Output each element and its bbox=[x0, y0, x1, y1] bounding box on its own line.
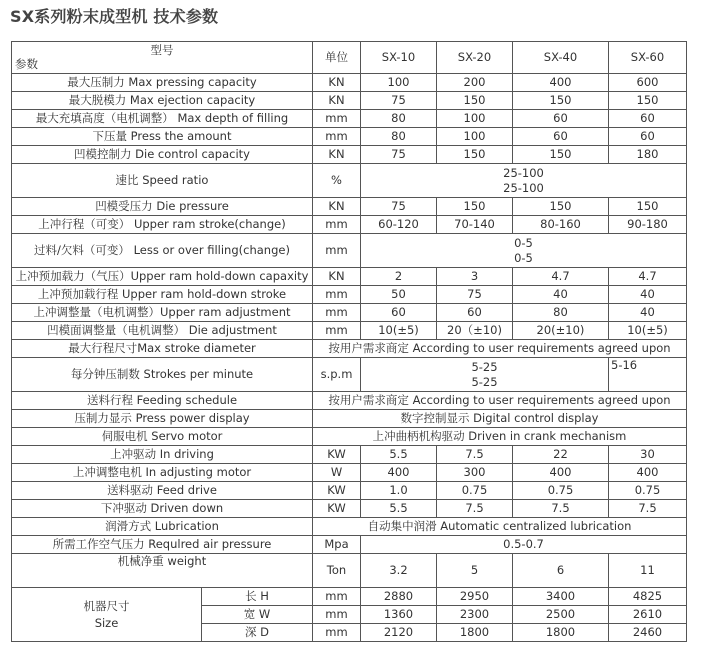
cell-value: 75 bbox=[437, 286, 513, 304]
cell-value: 60-120 bbox=[361, 216, 437, 234]
model-header-sx60: SX-60 bbox=[609, 42, 687, 74]
row-label: 所需工作空气压力 Requlred air pressure bbox=[12, 536, 313, 554]
cell-value: 30 bbox=[609, 446, 687, 464]
row-unit: mm bbox=[313, 304, 361, 322]
cell-value: 2 bbox=[361, 268, 437, 286]
cell-value: 6 bbox=[513, 554, 609, 588]
row-label: 上冲调整量（电机调整）Upper ram adjustment bbox=[12, 304, 313, 322]
cell-value: 5-16 bbox=[609, 358, 687, 392]
row-unit: Ton bbox=[313, 554, 361, 588]
cell-value: 100 bbox=[361, 74, 437, 92]
row-label: 过料/欠料（可变） Less or over filling(change) bbox=[12, 234, 313, 268]
cell-value: 90-180 bbox=[609, 216, 687, 234]
row-label: 润滑方式 Lubrication bbox=[12, 518, 313, 536]
merged-value: 上冲曲柄机构驱动 Driven in crank mechanism bbox=[313, 428, 687, 446]
cell-value: 70-140 bbox=[437, 216, 513, 234]
table-row bbox=[12, 554, 687, 588]
row-unit: KW bbox=[313, 500, 361, 518]
cell-value: 80-160 bbox=[513, 216, 609, 234]
value-line: 5-25 bbox=[471, 374, 498, 389]
merged-value: 自动集中润滑 Automatic centralized lubrication bbox=[313, 518, 687, 536]
cell-value: 2460 bbox=[609, 624, 687, 642]
row-label: 最大充填高度（电机调整） Max depth of filling bbox=[12, 110, 313, 128]
row-label: 上冲预加载力（气压）Upper ram hold-down capaxity bbox=[12, 268, 313, 286]
row-unit: KN bbox=[313, 92, 361, 110]
unit-header: 单位 bbox=[313, 42, 361, 74]
cell-value: 400 bbox=[361, 464, 437, 482]
value-line: 0-5 bbox=[514, 250, 533, 265]
cell-value: 40 bbox=[609, 304, 687, 322]
row-unit: mm bbox=[313, 216, 361, 234]
cell-value: 60 bbox=[513, 110, 609, 128]
row-unit: mm bbox=[313, 286, 361, 304]
header-row bbox=[12, 42, 687, 74]
row-unit: mm bbox=[313, 624, 361, 642]
row-unit: W bbox=[313, 464, 361, 482]
table-row bbox=[12, 146, 687, 164]
cell-value: 400 bbox=[513, 464, 609, 482]
table-row bbox=[12, 392, 687, 410]
row-label: 最大行程尺寸Max stroke diameter bbox=[12, 340, 313, 358]
row-unit: % bbox=[313, 164, 361, 198]
cell-value: 150 bbox=[609, 198, 687, 216]
cell-value: 2120 bbox=[361, 624, 437, 642]
row-unit: mm bbox=[313, 606, 361, 624]
cell-value: 3.2 bbox=[361, 554, 437, 588]
merged-value: 按用户需求商定 According to user requirements agreed upon bbox=[313, 392, 687, 410]
cell-value: 80 bbox=[361, 128, 437, 146]
row-label: 下冲驱动 Driven down bbox=[12, 500, 313, 518]
table-row bbox=[12, 536, 687, 554]
cell-value: 5.5 bbox=[361, 500, 437, 518]
cell-value: 60 bbox=[361, 304, 437, 322]
cell-value: 150 bbox=[513, 198, 609, 216]
size-sub-label: 深 D bbox=[202, 624, 313, 642]
cell-value: 150 bbox=[513, 146, 609, 164]
cell-value: 4825 bbox=[609, 588, 687, 606]
size-sub-label: 长 H bbox=[202, 588, 313, 606]
cell-value: 100 bbox=[437, 110, 513, 128]
cell-value: 10(±5) bbox=[361, 322, 437, 340]
cell-value: 200 bbox=[437, 74, 513, 92]
row-label: 上冲预加载行程 Upper ram hold-down stroke bbox=[12, 286, 313, 304]
table-row bbox=[12, 588, 687, 606]
cell-value: 1800 bbox=[513, 624, 609, 642]
row-unit: KN bbox=[313, 198, 361, 216]
row-unit: KN bbox=[313, 146, 361, 164]
row-label: 上冲调整电机 In adjusting motor bbox=[12, 464, 313, 482]
cell-value: 7.5 bbox=[513, 500, 609, 518]
cell-value: 400 bbox=[609, 464, 687, 482]
row-unit: KW bbox=[313, 482, 361, 500]
table-row bbox=[12, 500, 687, 518]
cell-value: 2950 bbox=[437, 588, 513, 606]
table-row bbox=[12, 268, 687, 286]
row-unit: mm bbox=[313, 128, 361, 146]
value-line: 0-5 bbox=[514, 235, 533, 250]
row-unit: mm bbox=[313, 110, 361, 128]
cell-value: 0.75 bbox=[609, 482, 687, 500]
row-label: 最大脱模力 Max ejection capacity bbox=[12, 92, 313, 110]
size-label-cn: 机器尺寸 bbox=[83, 598, 130, 613]
row-label: 机械净重 weight bbox=[12, 554, 313, 588]
model-label: 型号 bbox=[150, 43, 174, 57]
size-label bbox=[12, 588, 202, 642]
cell-value: 10(±5) bbox=[609, 322, 687, 340]
cell-value: 7.5 bbox=[437, 446, 513, 464]
cell-value: 400 bbox=[513, 74, 609, 92]
row-label: 压制力显示 Press power display bbox=[12, 410, 313, 428]
cell-value: 180 bbox=[609, 146, 687, 164]
cell-value: 150 bbox=[437, 92, 513, 110]
row-label: 凹模面调整量（电机调整） Die adjustment bbox=[12, 322, 313, 340]
cell-value: 80 bbox=[513, 304, 609, 322]
cell-value: 20（±10) bbox=[437, 322, 513, 340]
cell-value: 100 bbox=[437, 128, 513, 146]
cell-value: 3400 bbox=[513, 588, 609, 606]
table-row bbox=[12, 198, 687, 216]
row-label: 伺服电机 Servo motor bbox=[12, 428, 313, 446]
cell-value: 5.5 bbox=[361, 446, 437, 464]
cell-value: 4.7 bbox=[513, 268, 609, 286]
merged-value bbox=[361, 164, 687, 198]
spec-table bbox=[11, 41, 687, 642]
table-row bbox=[12, 340, 687, 358]
cell-value: 75 bbox=[361, 92, 437, 110]
table-row bbox=[12, 234, 687, 268]
header-corner-cell bbox=[12, 42, 313, 74]
cell-value: 0.75 bbox=[513, 482, 609, 500]
cell-value: 80 bbox=[361, 110, 437, 128]
cell-value: 60 bbox=[609, 110, 687, 128]
value-line: 25-100 bbox=[503, 180, 544, 195]
row-label: 速比 Speed ratio bbox=[12, 164, 313, 198]
cell-value: 7.5 bbox=[609, 500, 687, 518]
model-header-sx10: SX-10 bbox=[361, 42, 437, 74]
cell-value: 2500 bbox=[513, 606, 609, 624]
cell-value: 75 bbox=[361, 146, 437, 164]
cell-value: 150 bbox=[609, 92, 687, 110]
merged-value: 按用户需求商定 According to user requirements agreed upon bbox=[313, 340, 687, 358]
cell-value: 20(±10) bbox=[513, 322, 609, 340]
cell-value: 1.0 bbox=[361, 482, 437, 500]
table-row bbox=[12, 110, 687, 128]
table-row bbox=[12, 164, 687, 198]
table-row bbox=[12, 464, 687, 482]
row-unit: KN bbox=[313, 74, 361, 92]
merged-value: 数字控制显示 Digital control display bbox=[313, 410, 687, 428]
table-row bbox=[12, 216, 687, 234]
table-row bbox=[12, 428, 687, 446]
table-row bbox=[12, 518, 687, 536]
cell-value: 40 bbox=[513, 286, 609, 304]
value-line: 5-25 bbox=[471, 359, 498, 374]
cell-value: 60 bbox=[609, 128, 687, 146]
cell-value: 50 bbox=[361, 286, 437, 304]
row-unit: mm bbox=[313, 234, 361, 268]
cell-value: 11 bbox=[609, 554, 687, 588]
merged-value bbox=[361, 358, 609, 392]
row-label: 送料行程 Feeding schedule bbox=[12, 392, 313, 410]
cell-value: 75 bbox=[361, 198, 437, 216]
cell-value: 300 bbox=[437, 464, 513, 482]
cell-value: 2880 bbox=[361, 588, 437, 606]
cell-value: 3 bbox=[437, 268, 513, 286]
cell-value: 150 bbox=[513, 92, 609, 110]
page-title: SX系列粉末成型机 技术参数 bbox=[10, 7, 219, 26]
row-unit: KN bbox=[313, 268, 361, 286]
table-row bbox=[12, 128, 687, 146]
merged-value: 0.5-0.7 bbox=[361, 536, 687, 554]
table-row bbox=[12, 322, 687, 340]
table-row bbox=[12, 74, 687, 92]
merged-value bbox=[361, 234, 687, 268]
cell-value: 600 bbox=[609, 74, 687, 92]
cell-value: 1800 bbox=[437, 624, 513, 642]
table-row bbox=[12, 446, 687, 464]
row-unit: mm bbox=[313, 588, 361, 606]
cell-value: 150 bbox=[437, 198, 513, 216]
row-unit: mm bbox=[313, 322, 361, 340]
cell-value: 7.5 bbox=[437, 500, 513, 518]
row-label: 凹模受压力 Die pressure bbox=[12, 198, 313, 216]
row-label: 凹模控制力 Die control capacity bbox=[12, 146, 313, 164]
size-sub-label: 宽 W bbox=[202, 606, 313, 624]
model-header-sx20: SX-20 bbox=[437, 42, 513, 74]
model-header-sx40: SX-40 bbox=[513, 42, 609, 74]
table-row bbox=[12, 482, 687, 500]
table-row bbox=[12, 92, 687, 110]
table-row bbox=[12, 410, 687, 428]
row-unit: s.p.m bbox=[313, 358, 361, 392]
cell-value: 60 bbox=[513, 128, 609, 146]
param-label: 参数 bbox=[15, 57, 38, 71]
cell-value: 0.75 bbox=[437, 482, 513, 500]
row-label: 下压量 Press the amount bbox=[12, 128, 313, 146]
cell-value: 1360 bbox=[361, 606, 437, 624]
cell-value: 60 bbox=[437, 304, 513, 322]
row-label: 每分钟压制数 Strokes per minute bbox=[12, 358, 313, 392]
row-label: 最大压制力 Max pressing capacity bbox=[12, 74, 313, 92]
cell-value: 22 bbox=[513, 446, 609, 464]
size-label-en: Size bbox=[94, 615, 119, 630]
value-line: 25-100 bbox=[503, 165, 544, 180]
row-label: 上冲驱动 In driving bbox=[12, 446, 313, 464]
cell-value: 5 bbox=[437, 554, 513, 588]
row-unit: KW bbox=[313, 446, 361, 464]
table-row bbox=[12, 286, 687, 304]
cell-value: 40 bbox=[609, 286, 687, 304]
row-unit: Mpa bbox=[313, 536, 361, 554]
cell-value: 2300 bbox=[437, 606, 513, 624]
row-label: 送料驱动 Feed drive bbox=[12, 482, 313, 500]
cell-value: 2610 bbox=[609, 606, 687, 624]
cell-value: 150 bbox=[437, 146, 513, 164]
table-row bbox=[12, 358, 687, 392]
cell-value: 4.7 bbox=[609, 268, 687, 286]
table-row bbox=[12, 304, 687, 322]
row-label: 上冲行程（可变） Upper ram stroke(change) bbox=[12, 216, 313, 234]
